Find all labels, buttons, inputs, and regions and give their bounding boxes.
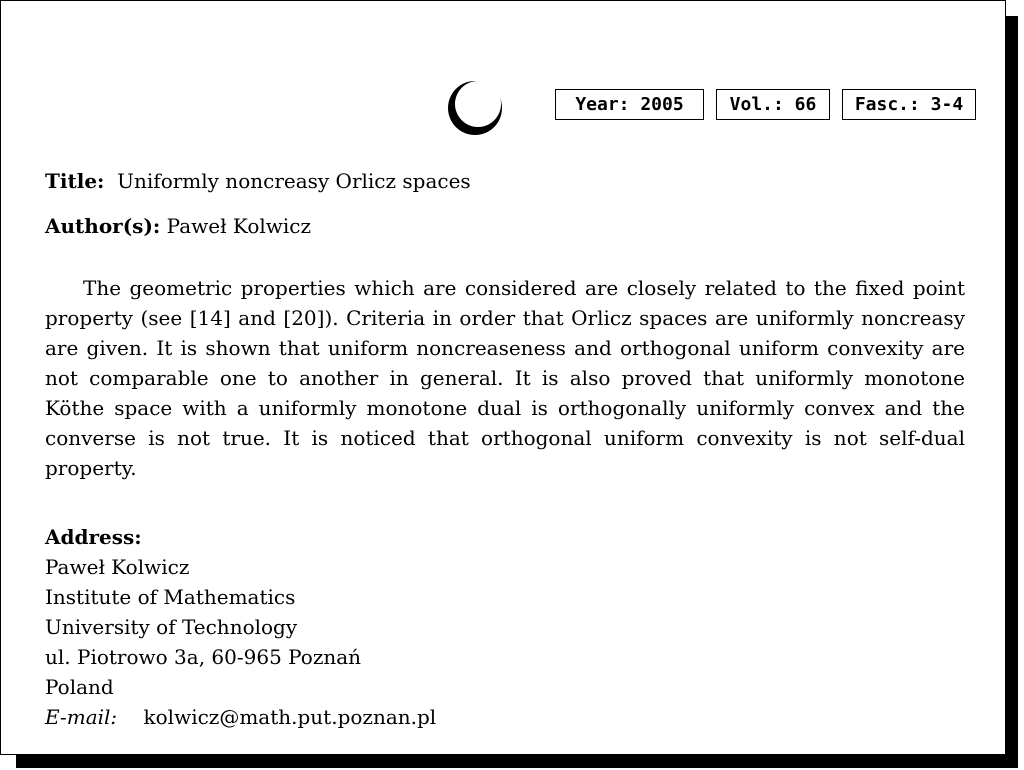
author-name: Paweł Kolwicz [166,214,312,238]
address-line: Institute of Mathematics [45,585,296,609]
email-label: E-mail: [45,705,118,729]
address-line: Poland [45,675,114,699]
paper-title: Uniformly noncreasy Orlicz spaces [117,169,471,193]
year-badge: Year: 2005 [555,89,704,120]
volume-badge: Vol.: 66 [716,89,830,120]
title-label: Title: [45,169,105,193]
title-line [45,169,471,193]
address-line: Paweł Kolwicz [45,555,190,579]
address-block [45,522,436,732]
address-heading: Address: [45,525,142,549]
abstract-paragraph: The geometric properties which are considered are closely related to the fixed point property (see [14] and [20]). Criteria in order that Orlicz spaces are uniformly noncreasy are given. It is shown that uniform noncreaseness and orthogonal uniform convexity are not comparable one to another in general. It is also proved that uniformly monotone Köthe space with a uniformly monotone dual is orthogonally uniformly convex and the converse is not true. It is noticed that orthogonal uniform convexity is not self-dual property. [45,276,965,480]
address-line: University of Technology [45,615,298,639]
author-label: Author(s): [45,214,161,238]
email-address[interactable]: kolwicz@math.put.poznan.pl [143,705,437,729]
fascicle-badge: Fasc.: 3-4 [842,89,976,120]
crescent-logo-icon [447,80,503,136]
author-line [45,214,311,238]
email-line [45,702,436,732]
address-line: ul. Piotrowo 3a, 60-965 Poznań [45,645,362,669]
